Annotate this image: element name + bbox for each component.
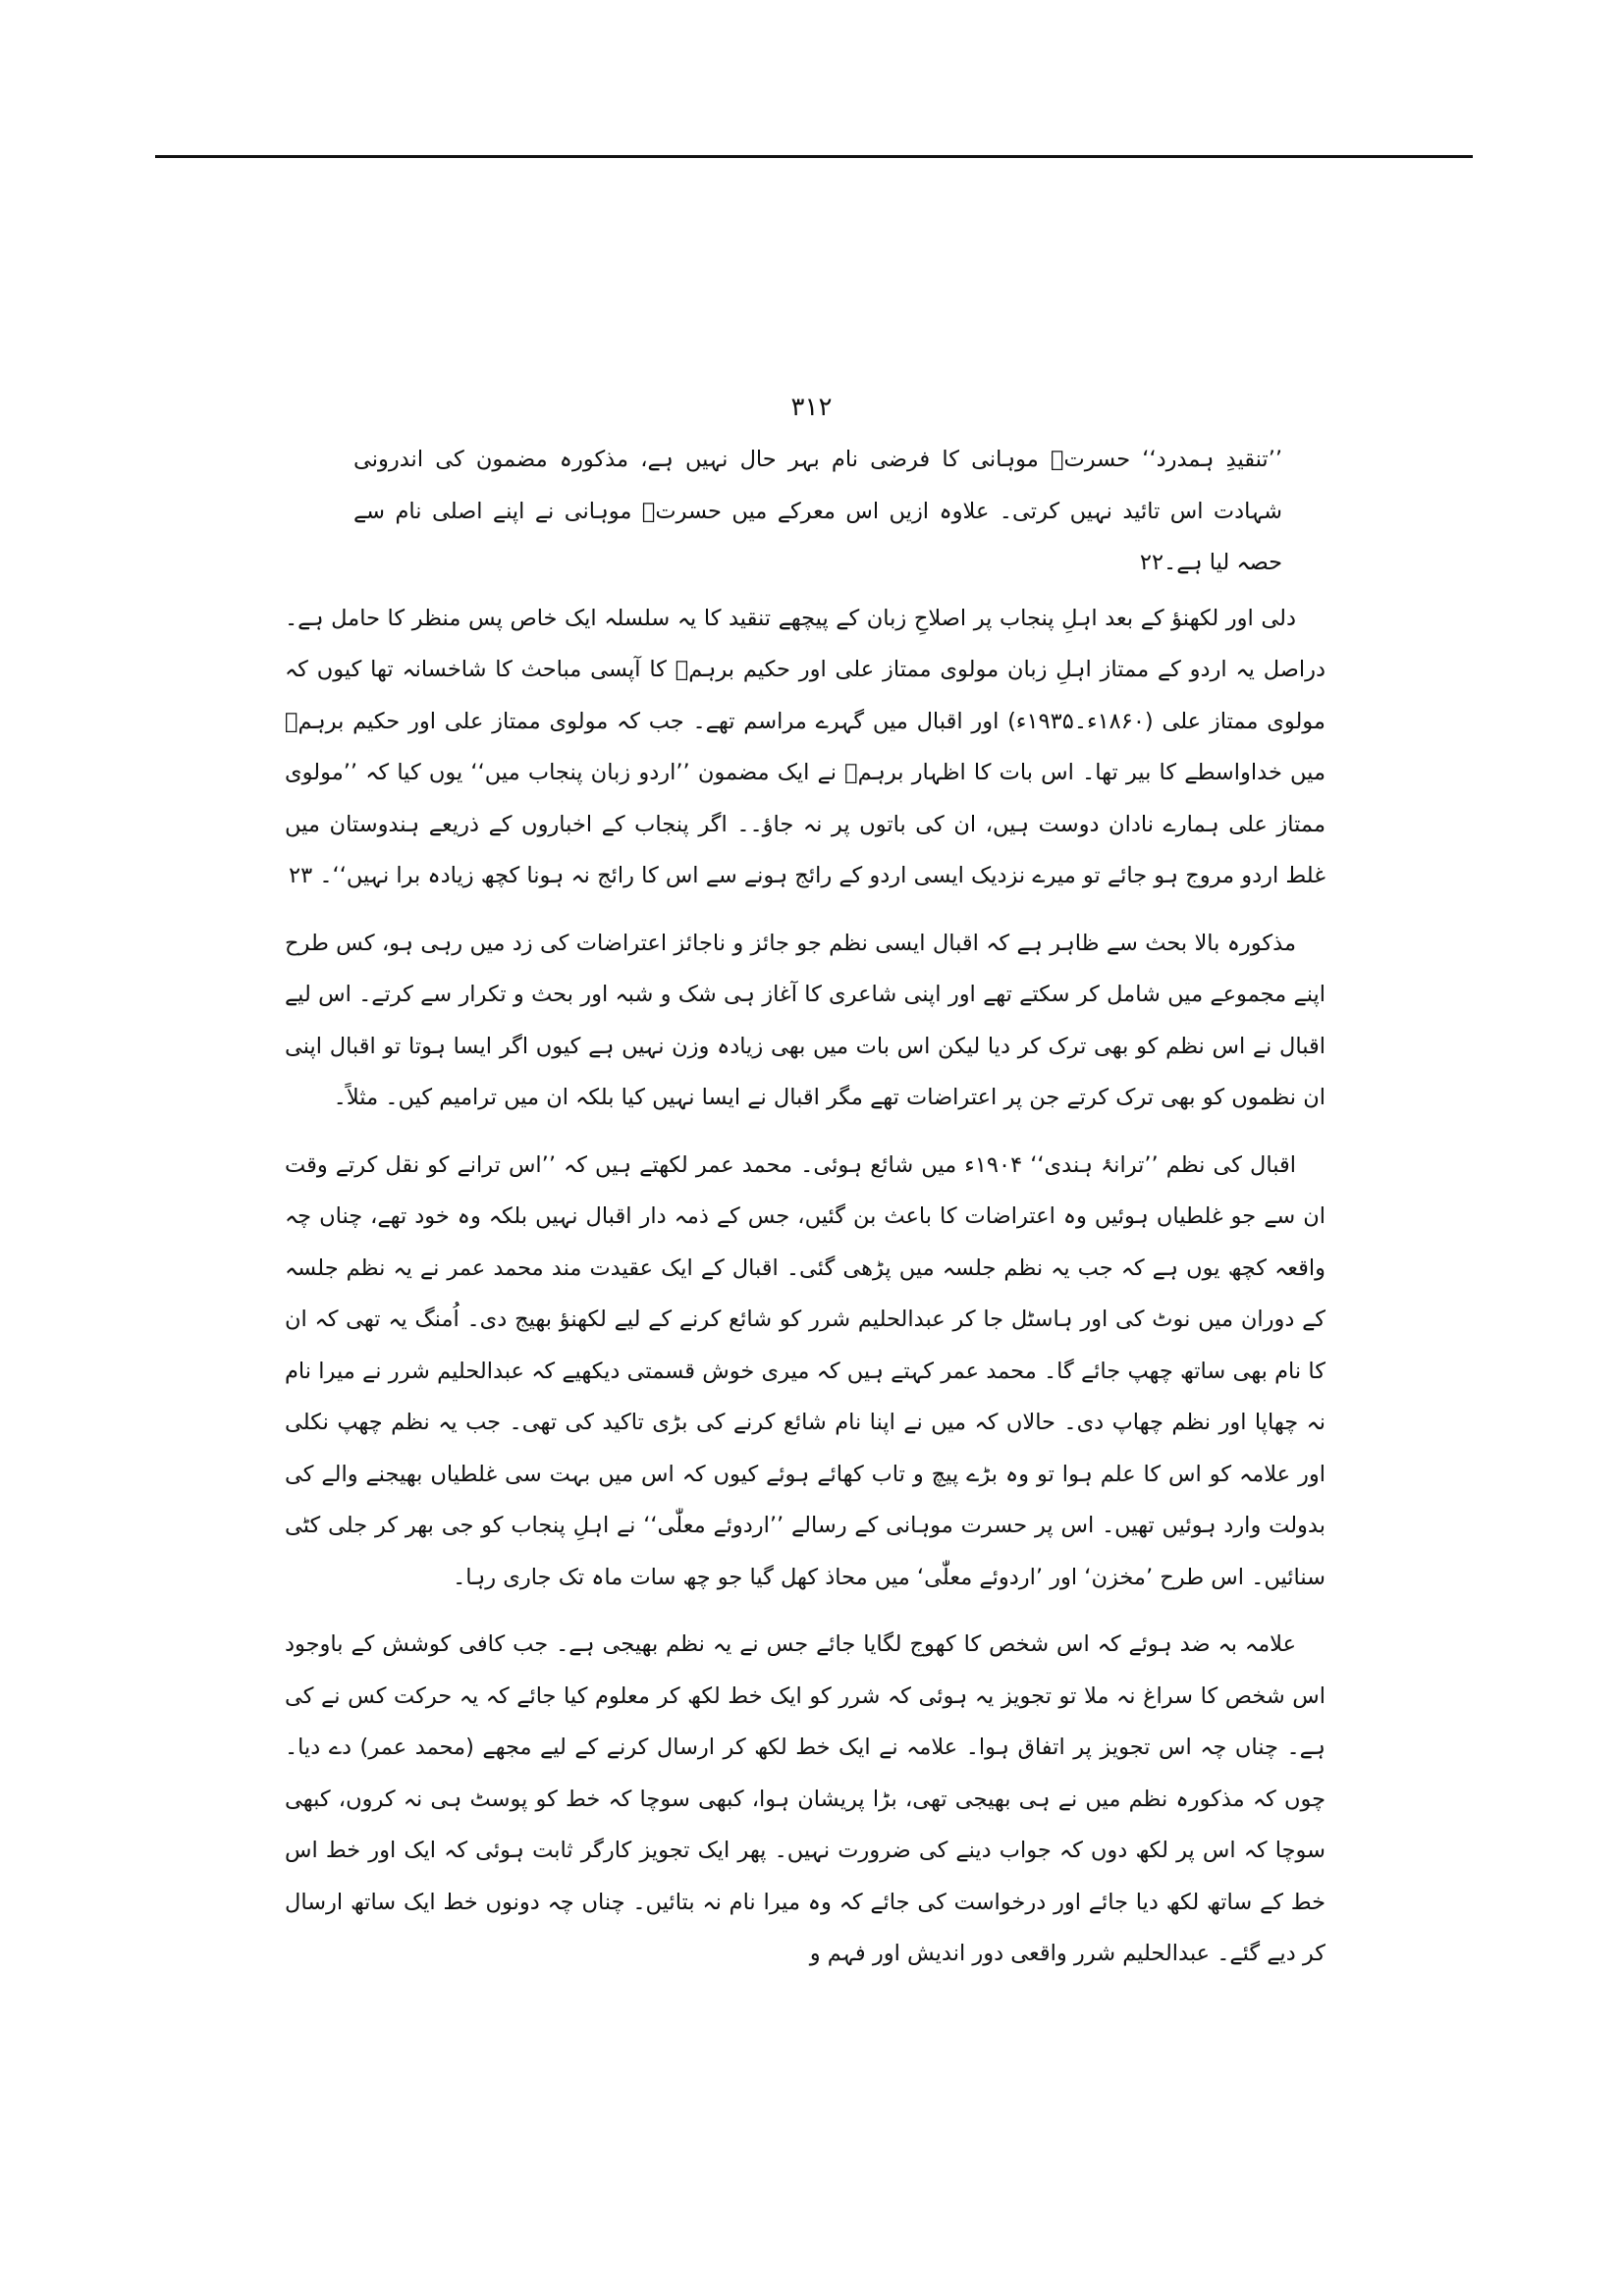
paragraph-4: علامہ بہ ضد ہوئے کہ اس شخص کا کھوج لگایا جائے جس نے یہ نظم بھیجی ہے۔ جب کافی کوشش کے باوجود اس شخص کا سراغ نہ ملا تو تجویز یہ ہوئی کہ شرر کو ایک خط لکھ کر معلوم کیا جائے کہ یہ حرکت کس نے کی ہے۔ چناں چہ اس تجویز پر اتفاق ہوا۔ علامہ نے ایک خط لکھ کر ارسال کرنے کے لیے مجھے (محمد عمر) دے دیا۔ چوں کہ مذکورہ نظم میں نے ہی بھیجی تھی، بڑا پریشان ہوا، کبھی سوچا کہ خط کو پوسٹ ہی نہ کروں، کبھی سوچا کہ اس پر لکھ دوں کہ جواب دینے کی ضرورت نہیں۔ پھر ایک تجویز کارگر ثابت ہوئی کہ ایک اور خط اس خط کے ساتھ لکھ دیا جائے اور درخواست کی جائے کہ وہ میرا نام نہ بتائیں۔ چناں چہ دونوں خط ایک ساتھ ارسال کر دیے گئے۔ عبدالحلیم شرر واقعی دور اندیش اور فہم و [285, 1631, 1325, 1966]
paragraph-2: مذکورہ بالا بحث سے ظاہر ہے کہ اقبال ایسی نظم جو جائز و ناجائز اعتراضات کی زد میں رہی ہو، کس طرح اپنے مجموعے میں شامل کر سکتے تھے اور اپنی شاعری کا آغاز ہی شک و شبہ اور بحث و تکرار سے کرتے۔ اس لیے اقبال نے اس نظم کو بھی ترک کر دیا لیکن اس بات میں بھی زیادہ وزن نہیں ہے کیوں اگر ایسا ہوتا تو اقبال اپنی ان نظموں کو بھی ترک کرتے جن پر اعتراضات تھے مگر اقبال نے ایسا نہیں کیا بلکہ ان میں ترامیم کیں۔ مثلاً۔ [285, 930, 1325, 1110]
header-rule [155, 155, 1473, 158]
paragraph-1: دلی اور لکھنؤ کے بعد اہلِ پنجاب پر اصلاحِ زبان کے پیچھے تنقید کا یہ سلسلہ ایک خاص پس منظر کا حامل ہے۔ دراصل یہ اردو کے ممتاز اہلِ زبان مولوی ممتاز علی اور حکیم برہمؔ کا آپسی مباحث کا شاخسانہ تھا کیوں کہ مولوی ممتاز علی (۱۸۶۰ء۔۱۹۳۵ء) اور اقبال میں گہرے مراسم تھے۔ جب کہ مولوی ممتاز علی اور حکیم برہمؔ میں خداواسطے کا بیر تھا۔ اس بات کا اظہار برہمؔ نے ایک مضمون ’’اردو زبان پنجاب میں‘‘ یوں کیا کہ ’’مولوی ممتاز علی ہمارے نادان دوست ہیں، ان کی باتوں پر نہ جاؤ۔۔ اگر پنجاب کے اخباروں کے ذریعے ہندوستان میں غلط اردو مروج ہو جائے تو میرے نزدیک ایسی اردو کے رائج ہونے سے اس کا رائج نہ ہونا کچھ زیادہ برا نہیں‘‘۔ ۲۳ [285, 605, 1325, 888]
block-quote: ’’تنقیدِ ہمدرد‘‘ حسرتؔ موہانی کا فرضی نام بہر حال نہیں ہے، مذکورہ مضمون کی اندرونی شہادت اس تائید نہیں کرتی۔ علاوہ ازیں اس معرکے میں حسرتؔ موہانی نے اپنے اصلی نام سے حصہ لیا ہے۔۲۲ [353, 447, 1282, 575]
page-number: ۳۱۲ [790, 393, 833, 422]
body-text [285, 434, 1325, 1980]
paragraph-3: اقبال کی نظم ’’ترانۂ ہندی‘‘ ۱۹۰۴ء میں شائع ہوئی۔ محمد عمر لکھتے ہیں کہ ’’اس ترانے کو نقل کرتے وقت ان سے جو غلطیاں ہوئیں وہ اعتراضات کا باعث بن گئیں، جس کے ذمہ دار اقبال نہیں بلکہ وہ خود تھے، چناں چہ واقعہ کچھ یوں ہے کہ جب یہ نظم جلسہ میں پڑھی گئی۔ اقبال کے ایک عقیدت مند محمد عمر نے یہ نظم جلسہ کے دوران میں نوٹ کی اور ہاسٹل جا کر عبدالحلیم شرر کو شائع کرنے کے لیے لکھنؤ بھیج دی۔ اُمنگ یہ تھی کہ ان کا نام بھی ساتھ چھپ جائے گا۔ محمد عمر کہتے ہیں کہ میری خوش قسمتی دیکھیے کہ عبدالحلیم شرر نے میرا نام نہ چھاپا اور نظم چھاپ دی۔ حالاں کہ میں نے اپنا نام شائع کرنے کی بڑی تاکید کی تھی۔ جب یہ نظم چھپ نکلی اور علامہ کو اس کا علم ہوا تو وہ بڑے پیچ و تاب کھائے ہوئے کیوں کہ اس میں بہت سی غلطیاں بھیجنے والے کی بدولت وارد ہوئیں تھیں۔ اس پر حسرت موہانی کے رسالے ’’اردوئے معلّٰی‘‘ نے اہلِ پنجاب کو جی بھر کر جلی کٹی سنائیں۔ اس طرح ’مخزن‘ اور ’اردوئے معلّٰی‘ میں محاذ کھل گیا جو چھ سات ماہ تک جاری رہا۔ [285, 1151, 1325, 1590]
